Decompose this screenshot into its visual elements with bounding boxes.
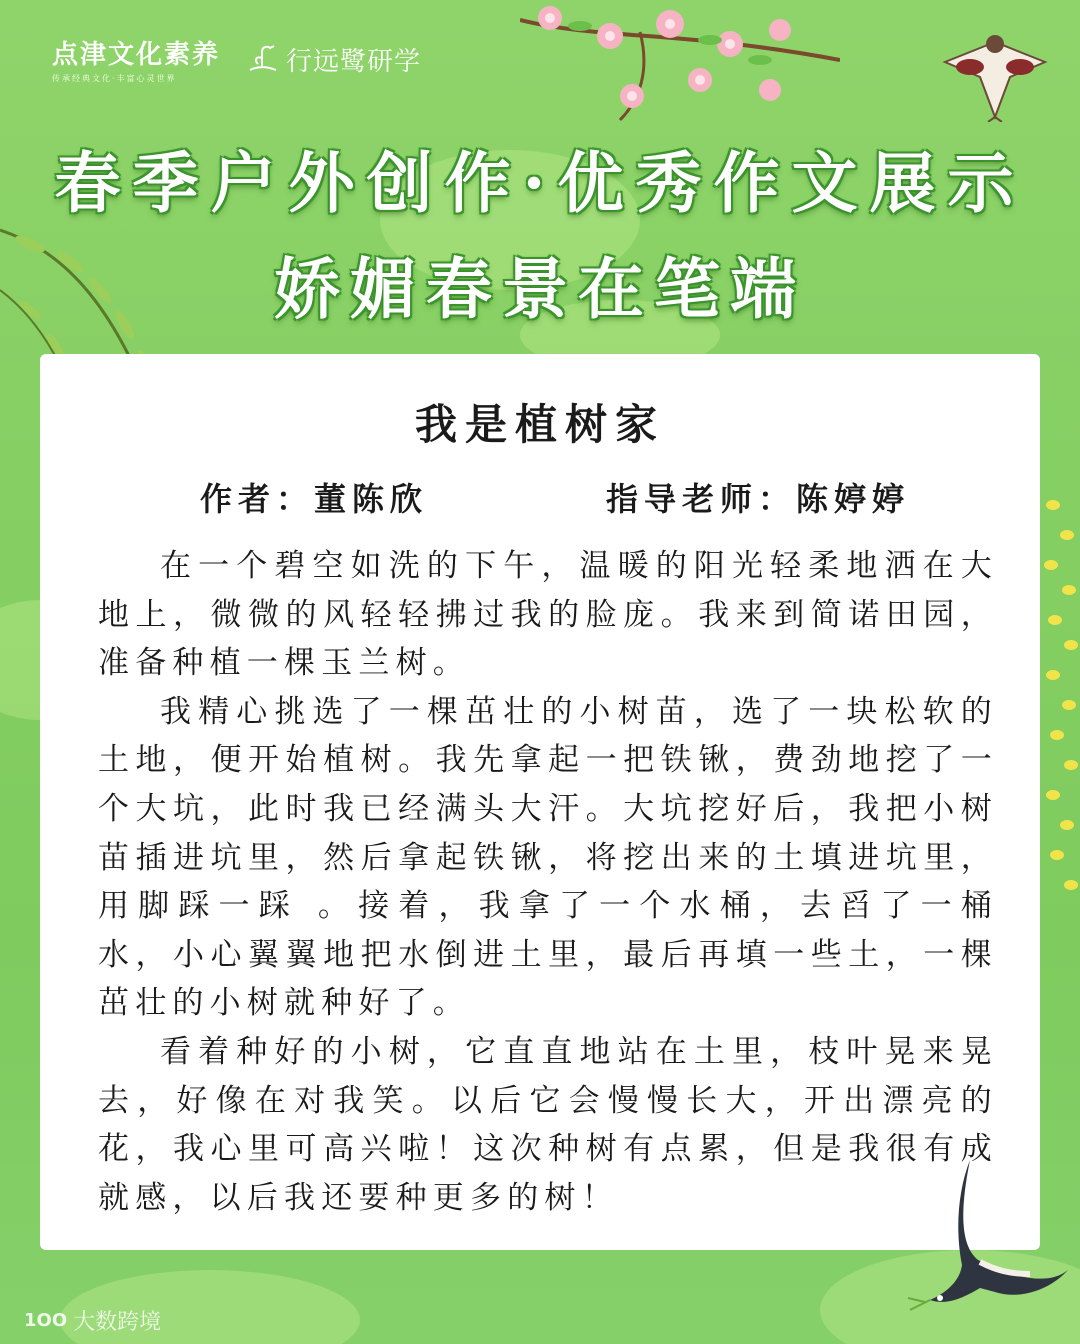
dianjin-logo-name: 点津文化素养 — [52, 40, 221, 70]
dianjin-logo-slogan: 传承经典文化·丰富心灵世界 — [52, 74, 177, 83]
watermark — [24, 1305, 161, 1336]
watermark-text: 大数跨境 — [73, 1310, 162, 1335]
essay-teacher: 指导老师：陈婷婷 — [606, 480, 911, 518]
egret-logo-icon — [244, 42, 280, 76]
essay-body — [98, 542, 998, 1222]
dianjin-logo — [52, 34, 220, 84]
kite-icon — [940, 22, 1050, 122]
xingyuanlu-logo-name: 行远鹭研学 — [286, 46, 422, 77]
peach-blossom-icon — [520, 0, 840, 140]
essay-paragraph: 我精心挑选了一棵茁壮的小树苗，选了一块松软的土地，便开始植树。我先拿起一把铁锹，费劲地挖了一个大坑，此时我已经满头大汗。大坑挖好后，我把小树苗插进坑里，然后拿起铁锹，将挖出来的土填进坑里，用脚踩一踩 。接着，我拿了一个水桶，去舀了一桶水，小心翼翼地把水倒进土里，最后再填一些土，一棵茁壮的小树就种好了。 — [98, 693, 998, 1022]
essay-paragraph: 在一个碧空如洗的下午，温暖的阳光轻柔地洒在大地上，微微的风轻轻拂过我的脸庞。我来到简诺田园，准备种植一棵玉兰树。 — [98, 548, 998, 682]
page-title: 春季户外创作·优秀作文展示 — [54, 144, 1026, 222]
xingyuanlu-logo — [244, 41, 421, 78]
essay-author: 作者：董陈欣 — [200, 480, 429, 518]
essay-title: 我是植树家 — [414, 400, 665, 449]
branding-bar — [52, 34, 421, 84]
watermark-logo-icon: 1OO — [24, 1310, 68, 1331]
page-subtitle: 娇媚春景在笔端 — [274, 250, 806, 328]
essay-paragraph: 看着种好的小树，它直直地站在土里，枝叶晃来晃去，好像在对我笑。以后它会慢慢长大，开出漂亮的花，我心里可高兴啦！这次种树有点累，但是我很有成就感，以后我还要种更多的树！ — [98, 1033, 998, 1216]
swallow-icon — [900, 1150, 1070, 1320]
